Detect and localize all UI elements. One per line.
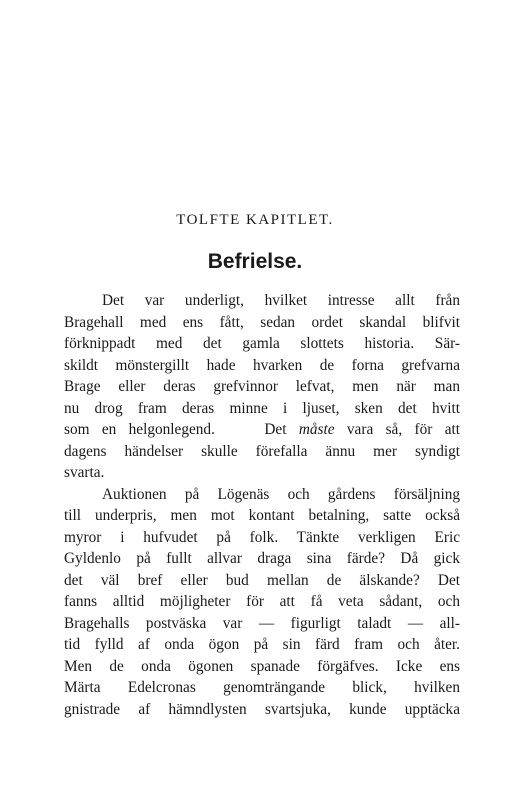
text-line: det väl bref eller bud mellan de älskande? Det: [64, 571, 460, 589]
text-line: Märta Edelcronas genomträngande blick, hvilken: [64, 679, 460, 696]
chapter-heading: TOLFTE KAPITLET.: [176, 212, 334, 228]
body-text: [64, 290, 460, 720]
text-line: fanns alltid möjligheter för att få veta sådant, och: [64, 593, 460, 610]
paragraph-1: [64, 290, 460, 484]
text-line: Bragehall med ens fått, sedan ordet skandal blifvit: [64, 313, 460, 331]
text-line: [64, 419, 460, 441]
text-line: till underpris, men mot kontant betalning, satte också: [64, 507, 460, 524]
text-segment: Det: [264, 421, 287, 438]
paragraph-2: [64, 484, 460, 721]
chapter-title: Befrielse.: [207, 250, 303, 273]
text-line: förknippadt med det gamla slottets historia. Sär-: [64, 335, 460, 352]
text-line: skildt mönstergillt hade hvarken de forna grefvarna: [64, 356, 460, 374]
text-line: svarta.: [64, 464, 105, 481]
text-segment: vara så, för att: [346, 421, 461, 438]
text-segment: som en helgonlegend.: [64, 421, 215, 438]
emphasis-word: måste: [298, 421, 335, 438]
text-line: Brage eller deras grefvinnor lefvat, men när man: [64, 378, 460, 395]
text-line: tid fylld af onda ögon på sin färd fram och åter.: [64, 636, 460, 653]
text-line: dagens händelser skulle förefalla ännu mer syndigt: [64, 442, 460, 460]
text-line: Det var underligt, hvilket intresse allt från: [102, 292, 460, 309]
text-line: nu drog fram deras minne i ljuset, sken det hvitt: [64, 399, 460, 417]
text-line: Bragehalls postväska var — figurligt taladt — all-: [64, 614, 460, 632]
text-line: Gyldenlo på fullt allvar draga sina färde? Då gick: [64, 550, 460, 567]
text-line: myror i hufvudet på folk. Tänkte verkligen Eric: [64, 528, 460, 546]
text-line: gnistrade af hämndlysten svartsjuka, kunde upptäcka: [64, 700, 460, 718]
text-line: Auktionen på Lögenäs och gårdens försäljning: [102, 485, 460, 503]
text-line: Men de onda ögonen spanade förgäfves. Icke ens: [64, 657, 460, 675]
